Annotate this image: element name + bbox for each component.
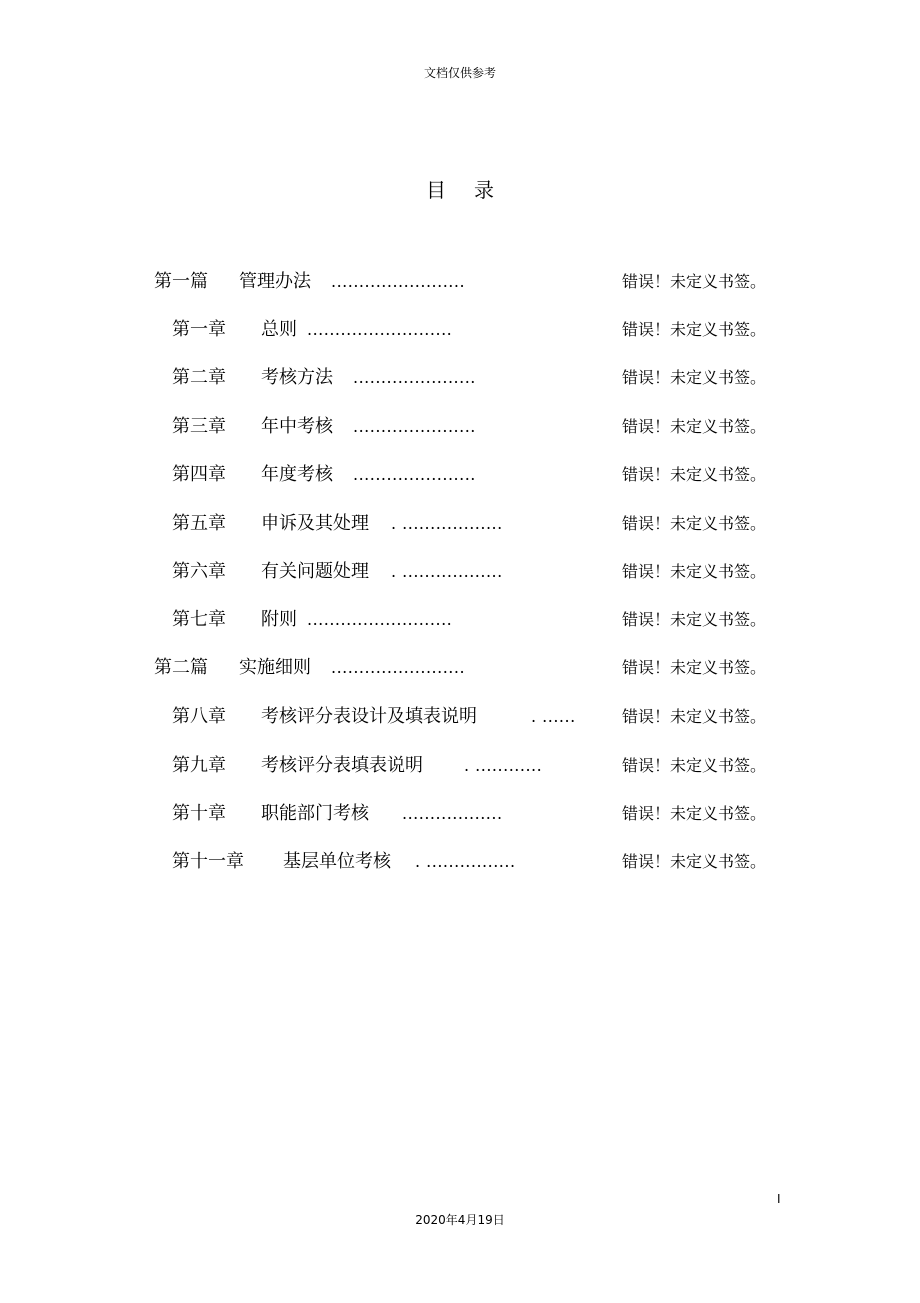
toc-entry-page: 错误！未定义书签。 (622, 368, 767, 387)
toc-entry-title: 考核方法 (261, 367, 333, 388)
toc-entry-number: 第二篇 (154, 657, 208, 678)
toc-entry-leader: .......................... (307, 320, 453, 339)
toc-entry-number: 第一章 (172, 319, 226, 340)
toc-entry-title: 管理办法 (239, 271, 311, 292)
toc-entry[interactable] (0, 655, 920, 681)
toc-entry-leader: . ................ (415, 852, 516, 871)
toc-entry-page: 错误！未定义书签。 (622, 804, 767, 823)
toc-entry-leader: . ...... (531, 707, 576, 726)
toc-entry[interactable] (0, 511, 920, 537)
toc-entry[interactable] (0, 269, 920, 295)
toc-entry-leader: . ............ (464, 756, 543, 775)
toc-entry-leader: .......................... (307, 610, 453, 629)
toc-entry-title: 总则 (261, 319, 297, 340)
toc-entry-leader: ........................ (331, 272, 466, 291)
toc-entry-number: 第二章 (172, 367, 226, 388)
toc-title: 目录 (426, 178, 522, 202)
toc-entry[interactable] (0, 317, 920, 343)
toc-entry-number: 第七章 (172, 609, 226, 630)
toc-entry-leader: ...................... (353, 465, 476, 484)
toc-entry-title: 申诉及其处理 (261, 513, 369, 534)
toc-entry-title: 基层单位考核 (283, 851, 391, 872)
toc-entry-number: 第九章 (172, 755, 226, 776)
toc-entry-leader: ...................... (353, 417, 476, 436)
page-number: I (777, 1192, 781, 1206)
toc-entry-page: 错误！未定义书签。 (622, 514, 767, 533)
toc-entry[interactable] (0, 704, 920, 730)
toc-entry-title: 年中考核 (261, 416, 333, 437)
toc-entry-page: 错误！未定义书签。 (622, 610, 767, 629)
toc-entry-page: 错误！未定义书签。 (622, 658, 767, 677)
toc-entry-page: 错误！未定义书签。 (622, 852, 767, 871)
toc-entry-page: 错误！未定义书签。 (622, 756, 767, 775)
toc-entry-leader: ........................ (331, 658, 466, 677)
toc-entry[interactable] (0, 753, 920, 779)
toc-entry[interactable] (0, 849, 920, 875)
toc-entry-leader: ...................... (353, 368, 476, 387)
toc-entry-leader: . .................. (391, 514, 503, 533)
toc-entry-title: 有关问题处理 (261, 561, 369, 582)
toc-entry-title: 考核评分表填表说明 (261, 755, 423, 776)
toc-entry-title: 附则 (261, 609, 297, 630)
toc-entry-title: 职能部门考核 (261, 803, 369, 824)
toc-entry[interactable] (0, 559, 920, 585)
toc-entry-number: 第十一章 (172, 851, 244, 872)
toc-entry-title: 年度考核 (261, 464, 333, 485)
toc-entry-number: 第八章 (172, 706, 226, 727)
toc-entry-page: 错误！未定义书签。 (622, 417, 767, 436)
page-footer-date: 2020年4月19日 (415, 1213, 505, 1227)
toc-entry-page: 错误！未定义书签。 (622, 272, 767, 291)
toc-entry-leader: .................. (402, 804, 503, 823)
toc-entry-leader: . .................. (391, 562, 503, 581)
toc-entry-page: 错误！未定义书签。 (622, 465, 767, 484)
toc-entry-page: 错误！未定义书签。 (622, 707, 767, 726)
toc-entry-number: 第三章 (172, 416, 226, 437)
toc-entry-title: 实施细则 (239, 657, 311, 678)
toc-entry[interactable] (0, 801, 920, 827)
toc-entry-title: 考核评分表设计及填表说明 (261, 706, 477, 727)
toc-entry-page: 错误！未定义书签。 (622, 562, 767, 581)
toc-entry-number: 第六章 (172, 561, 226, 582)
toc-entry[interactable] (0, 414, 920, 440)
toc-entry-page: 错误！未定义书签。 (622, 320, 767, 339)
toc-entry[interactable] (0, 462, 920, 488)
toc-entry[interactable] (0, 365, 920, 391)
toc-entry-number: 第五章 (172, 513, 226, 534)
toc-entry-number: 第一篇 (154, 271, 208, 292)
toc-entry-number: 第四章 (172, 464, 226, 485)
toc-entry-number: 第十章 (172, 803, 226, 824)
page-header: 文档仅供参考 (423, 66, 496, 80)
toc-entry[interactable] (0, 607, 920, 633)
